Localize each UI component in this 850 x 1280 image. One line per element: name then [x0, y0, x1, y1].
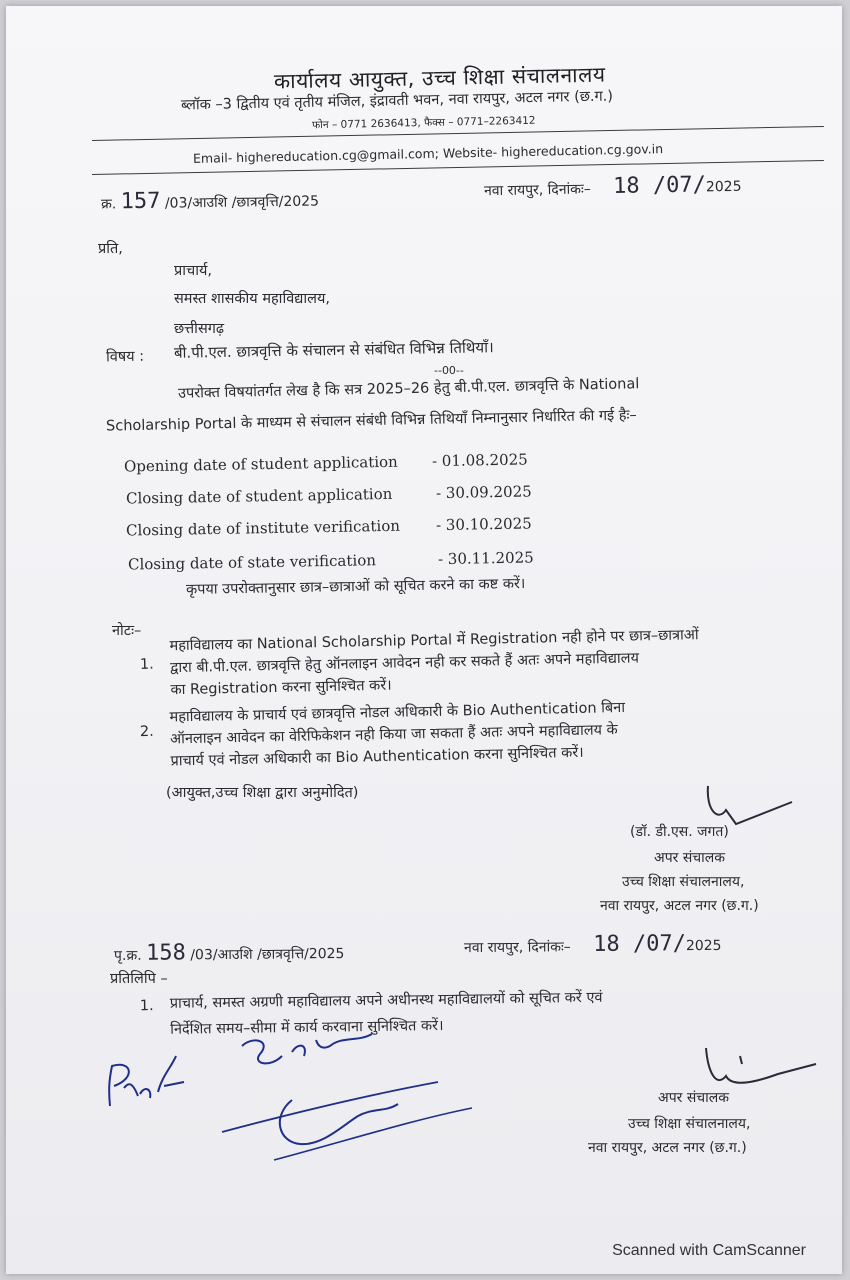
signatory-designation: अपर संचालक	[654, 850, 726, 866]
note-item-2	[139, 697, 626, 773]
date-handwritten: 18 /07/	[612, 172, 707, 199]
copy-item-line: प्राचार्य, समस्त अग्रणी महाविद्यालय अपने अधीनस्थ महाविद्यालयों को सूचित करें एवं	[169, 989, 603, 1012]
note-number: 2.	[139, 723, 154, 741]
office-title: कार्यालय आयुक्त, उच्च शिक्षा संचालनालय	[273, 62, 606, 94]
subject-label: विषय :	[105, 348, 145, 366]
prati-label: प्रति,	[98, 241, 123, 257]
signatory-office: उच्च शिक्षा संचालनालय,	[622, 874, 745, 890]
ref-number-handwritten: 157	[120, 188, 161, 215]
letter-reference	[101, 186, 319, 214]
body-line-2: Scholarship Portal के माध्यम से संचालन संबंधी विभिन्न तिथियाँ निम्नानुसार निर्धारित की गई हैः–	[105, 407, 637, 435]
ref-suffix: /03/आउशि /छात्रवृत्ति/2025	[190, 945, 345, 964]
addressee-line-1: प्राचार्य,	[174, 263, 212, 279]
body-line-1: उपरोक्त विषयांतर्गत लेख है कि सत्र 2025–26 हेतु बी.पी.एल. छात्रवृत्ति के National	[177, 376, 640, 402]
copy-signatory-designation: अपर संचालक	[658, 1090, 730, 1106]
addressee-line-2: समस्त शासकीय महाविद्यालय,	[174, 291, 330, 307]
ref-suffix: /03/आउशि /छात्रवृत्ति/2025	[164, 193, 320, 212]
letter-place-date	[484, 172, 742, 201]
date-row	[126, 482, 532, 507]
note-line: द्वारा बी.पी.एल. छात्रवृत्ति हेतु ऑनलाइन आवेदन नही कर सकते हैं अतः अपने महाविद्यालय	[169, 650, 640, 677]
date-label: Closing date of state verification	[127, 551, 377, 574]
copy-reference	[114, 939, 345, 966]
date-value: - 30.09.2025	[435, 482, 532, 503]
document-page	[6, 6, 842, 1274]
place-date-label: नवा रायपुर, दिनांकः–	[483, 181, 591, 200]
ref-number-handwritten: 158	[145, 940, 186, 966]
copy-place-date	[464, 931, 722, 958]
note-line: महाविद्यालय का National Scholarship Portal में Registration नही होने पर छात्र–छात्राओं	[169, 627, 699, 655]
copy-label: प्रतिलिपि –	[110, 971, 168, 987]
date-year: 2025	[705, 178, 742, 196]
separator: --00--	[434, 364, 464, 377]
approval-note: (आयुक्त,उच्च शिक्षा द्वारा अनुमोदित)	[166, 785, 359, 801]
office-phone-fax: फोन – 0771 2636413, फैक्स – 0771–2263412	[311, 114, 536, 132]
ref-prefix: क्र.	[100, 196, 117, 213]
date-year: 2025	[685, 937, 722, 955]
note-number: 1.	[139, 656, 154, 673]
date-handwritten: 18 /07/	[593, 931, 686, 957]
copy-item-number: 1.	[139, 998, 154, 1015]
note-line: का Registration करना सुनिश्चित करें।	[170, 677, 392, 699]
ref-prefix: पृ.क्र.	[113, 947, 142, 965]
subject-text: बी.पी.एल. छात्रवृत्ति के संचालन से संबंधित विभिन्न तिथियाँ।	[173, 338, 494, 362]
addressee-line-3: छत्तीसगढ़	[174, 321, 225, 337]
signatory-city: नवा रायपुर, अटल नगर (छ.ग.)	[600, 898, 759, 914]
date-label: Opening date of student application	[123, 452, 398, 476]
date-label: Closing date of institute verification	[125, 516, 401, 540]
note-line: ऑनलाइन आवेदन का वेरिफिकेशन नही किया जा सकता हैं अतः अपने महाविद्यालय के	[169, 722, 618, 748]
date-value: - 30.10.2025	[435, 514, 532, 535]
date-row	[124, 450, 528, 475]
office-address: ब्लॉक –3 द्वितीय एवं तृतीय मंजिल, इंद्रावती भवन, नवा रायपुर, अटल नगर (छ.ग.)	[180, 88, 614, 114]
date-value: - 01.08.2025	[431, 450, 528, 471]
date-label: Closing date of student application	[125, 484, 393, 508]
date-value: - 30.11.2025	[437, 548, 534, 569]
note-line: प्राचार्य एवं नोडल अधिकारी का Bio Authentication करना सुनिश्चित करें।	[170, 744, 584, 770]
handwritten-annotation	[102, 1016, 482, 1166]
date-row	[126, 514, 532, 539]
camscanner-watermark: Scanned with CamScanner	[612, 1242, 806, 1259]
signatory-name: (डॉ. डी.एस. जगत)	[630, 824, 729, 840]
place-date-label: नवा रायपुर, दिनांकः–	[463, 939, 571, 957]
note-line: महाविद्यालय के प्राचार्य एवं छात्रवृत्ति नोडल अधिकारी के Bio Authentication बिना	[169, 699, 626, 726]
note-label: नोटः–	[112, 623, 142, 639]
copy-signatory-city: नवा रायपुर, अटल नगर (छ.ग.)	[588, 1140, 747, 1156]
copy-signatory-office: उच्च शिक्षा संचालनालय,	[628, 1116, 751, 1132]
office-email-website: Email- highereducation.cg@gmail.com; Website- highereducation.cg.gov.in	[192, 141, 664, 166]
request-line: कृपया उपरोक्तानुसार छात्र–छात्राओं को सूचित करने का कष्ट करें।	[185, 576, 526, 598]
note-item-1	[139, 624, 699, 702]
copy-item-line: निर्देशित समय–सीमा में कार्य करवाना सुनिश्चित करें।	[170, 1017, 444, 1038]
date-row	[128, 548, 534, 573]
